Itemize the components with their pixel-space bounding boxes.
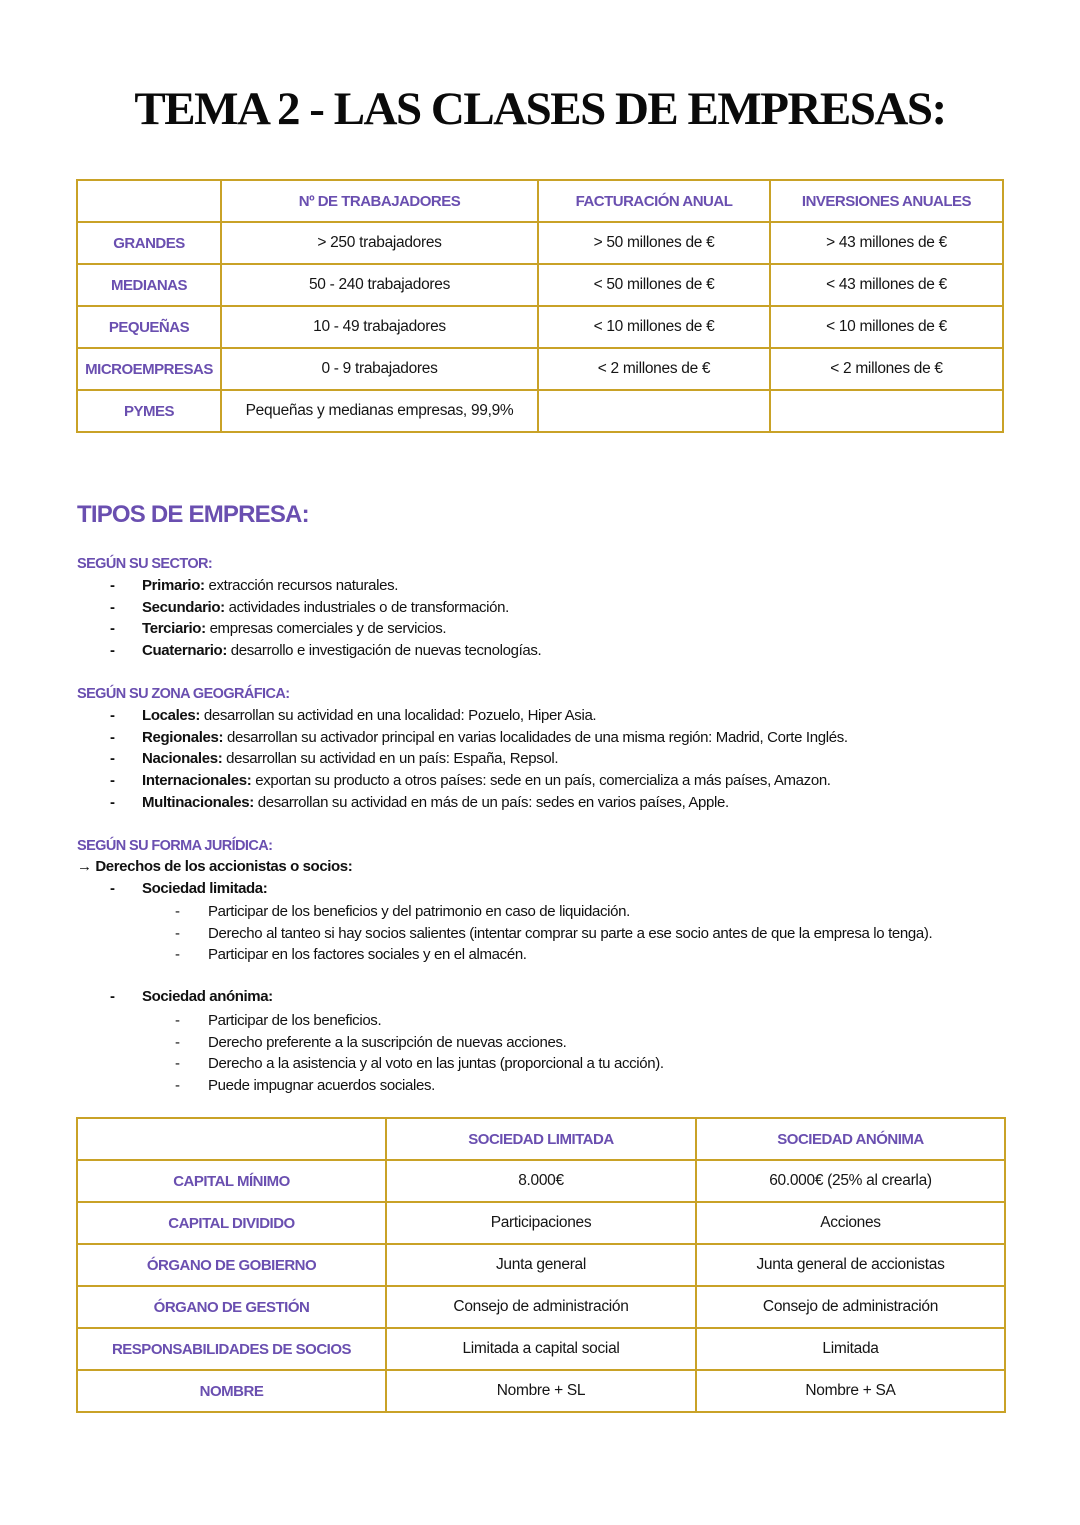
subheading-zona: SEGÚN SU ZONA GEOGRÁFICA: bbox=[77, 686, 290, 702]
sa-cell: Junta general de accionistas bbox=[696, 1244, 1005, 1286]
sociedad-comparison-table bbox=[76, 1117, 1006, 1413]
list-item: - Regionales: desarrollan su activador principal en varias localidades de una misma región: Madrid, Corte Inglés. bbox=[110, 728, 848, 746]
header-cell-empty bbox=[77, 1118, 386, 1160]
sa-cell: Acciones bbox=[696, 1202, 1005, 1244]
table-header-row bbox=[77, 1118, 1005, 1160]
table-header-row bbox=[77, 180, 1003, 222]
list-item: - Participar de los beneficios y del patrimonio en caso de liquidación. bbox=[175, 903, 630, 920]
row-label: MEDIANAS bbox=[77, 264, 221, 306]
row-label: MICROEMPRESAS bbox=[77, 348, 221, 390]
header-investment: INVERSIONES ANUALES bbox=[770, 180, 1003, 222]
sa-cell: 60.000€ (25% al crearla) bbox=[696, 1160, 1005, 1202]
list-item: - Participar de los beneficios. bbox=[175, 1012, 382, 1029]
sl-cell: Junta general bbox=[386, 1244, 696, 1286]
subheading-sector: SEGÚN SU SECTOR: bbox=[77, 556, 213, 572]
list-item: - Puede impugnar acuerdos sociales. bbox=[175, 1077, 435, 1095]
row-label: ÓRGANO DE GESTIÓN bbox=[77, 1286, 386, 1328]
sl-cell: 8.000€ bbox=[386, 1160, 696, 1202]
revenue-cell: > 50 millones de € bbox=[538, 222, 770, 264]
investment-cell: > 43 millones de € bbox=[770, 222, 1003, 264]
table-row bbox=[77, 306, 1003, 348]
sl-cell: Consejo de administración bbox=[386, 1286, 696, 1328]
table-row bbox=[77, 1370, 1005, 1412]
row-label: NOMBRE bbox=[77, 1370, 386, 1412]
table-row bbox=[77, 222, 1003, 264]
row-label: ÓRGANO DE GOBIERNO bbox=[77, 1244, 386, 1286]
list-item: - Multinacionales: desarrollan su actividad en más de un país: sedes en varios países, Apple. bbox=[110, 793, 729, 811]
rights-heading: → Derechos de los accionistas o socios: bbox=[77, 858, 353, 875]
limitada-rights-list bbox=[0, 901, 932, 966]
page-title: TEMA 2 - LAS CLASES DE EMPRESAS: bbox=[134, 83, 946, 135]
workers-cell: Pequeñas y medianas empresas, 99,9% bbox=[221, 390, 538, 432]
revenue-cell: < 50 millones de € bbox=[538, 264, 770, 306]
sl-cell: Nombre + SL bbox=[386, 1370, 696, 1412]
sa-cell: Nombre + SA bbox=[696, 1370, 1005, 1412]
sector-list bbox=[0, 575, 541, 662]
list-item: - Primario: extracción recursos naturales. bbox=[110, 577, 399, 594]
row-label: CAPITAL MÍNIMO bbox=[77, 1160, 386, 1202]
revenue-cell: < 2 millones de € bbox=[538, 348, 770, 390]
sl-cell: Limitada a capital social bbox=[386, 1328, 696, 1370]
workers-cell: 0 - 9 trabajadores bbox=[221, 348, 538, 390]
table-row bbox=[77, 348, 1003, 390]
header-cell-empty bbox=[77, 180, 221, 222]
investment-cell bbox=[770, 390, 1003, 432]
workers-cell: 10 - 49 trabajadores bbox=[221, 306, 538, 348]
revenue-cell bbox=[538, 390, 770, 432]
header-revenue: FACTURACIÓN ANUAL bbox=[538, 180, 770, 222]
list-item: - Participar en los factores sociales y en el almacén. bbox=[175, 946, 527, 964]
table-row bbox=[77, 390, 1003, 432]
list-item: - Terciario: empresas comerciales y de servicios. bbox=[110, 620, 447, 638]
table-row bbox=[77, 1244, 1005, 1286]
investment-cell: < 2 millones de € bbox=[770, 348, 1003, 390]
table-row bbox=[77, 264, 1003, 306]
list-item: - Derecho preferente a la suscripción de nuevas acciones. bbox=[175, 1033, 567, 1051]
row-label: RESPONSABILIDADES DE SOCIOS bbox=[77, 1328, 386, 1370]
list-item: - Secundario: actividades industriales o de transformación. bbox=[110, 598, 509, 616]
investment-cell: < 10 millones de € bbox=[770, 306, 1003, 348]
table-row bbox=[77, 1160, 1005, 1202]
row-label: CAPITAL DIVIDIDO bbox=[77, 1202, 386, 1244]
anonima-rights-list bbox=[0, 1010, 664, 1097]
row-label: PYMES bbox=[77, 390, 221, 432]
subheading-juridica: SEGÚN SU FORMA JURÍDICA: bbox=[77, 838, 273, 854]
company-size-table bbox=[76, 179, 1004, 433]
sl-cell: Participaciones bbox=[386, 1202, 696, 1244]
revenue-cell: < 10 millones de € bbox=[538, 306, 770, 348]
list-item: - Cuaternario: desarrollo e investigación de nuevas tecnologías. bbox=[110, 642, 542, 660]
section-heading-tipos: TIPOS DE EMPRESA: bbox=[77, 501, 309, 528]
table-row bbox=[77, 1328, 1005, 1370]
header-sociedad-anonima: SOCIEDAD ANÓNIMA bbox=[696, 1118, 1005, 1160]
list-item: - Derecho a la asistencia y al voto en las juntas (proporcional a tu acción). bbox=[175, 1055, 664, 1073]
table-row bbox=[77, 1286, 1005, 1328]
list-item: - Internacionales: exportan su producto a otros países: sede en un país, comercializa a más países, Amazon. bbox=[110, 772, 831, 790]
list-item: - Derecho al tanteo si hay socios salientes (intentar comprar su parte a ese socio antes de que la empresa lo tenga). bbox=[175, 924, 933, 942]
row-label: PEQUEÑAS bbox=[77, 306, 221, 348]
investment-cell: < 43 millones de € bbox=[770, 264, 1003, 306]
workers-cell: > 250 trabajadores bbox=[221, 222, 538, 264]
header-sociedad-limitada: SOCIEDAD LIMITADA bbox=[386, 1118, 696, 1160]
list-item: - Nacionales: desarrollan su actividad en un país: España, Repsol. bbox=[110, 750, 559, 768]
table-row bbox=[77, 1202, 1005, 1244]
sa-cell: Limitada bbox=[696, 1328, 1005, 1370]
row-label: GRANDES bbox=[77, 222, 221, 264]
zona-list bbox=[0, 705, 848, 814]
header-workers: Nº DE TRABAJADORES bbox=[221, 180, 538, 222]
sa-cell: Consejo de administración bbox=[696, 1286, 1005, 1328]
workers-cell: 50 - 240 trabajadores bbox=[221, 264, 538, 306]
list-item: - Locales: desarrollan su actividad en una localidad: Pozuelo, Hiper Asia. bbox=[110, 707, 597, 724]
